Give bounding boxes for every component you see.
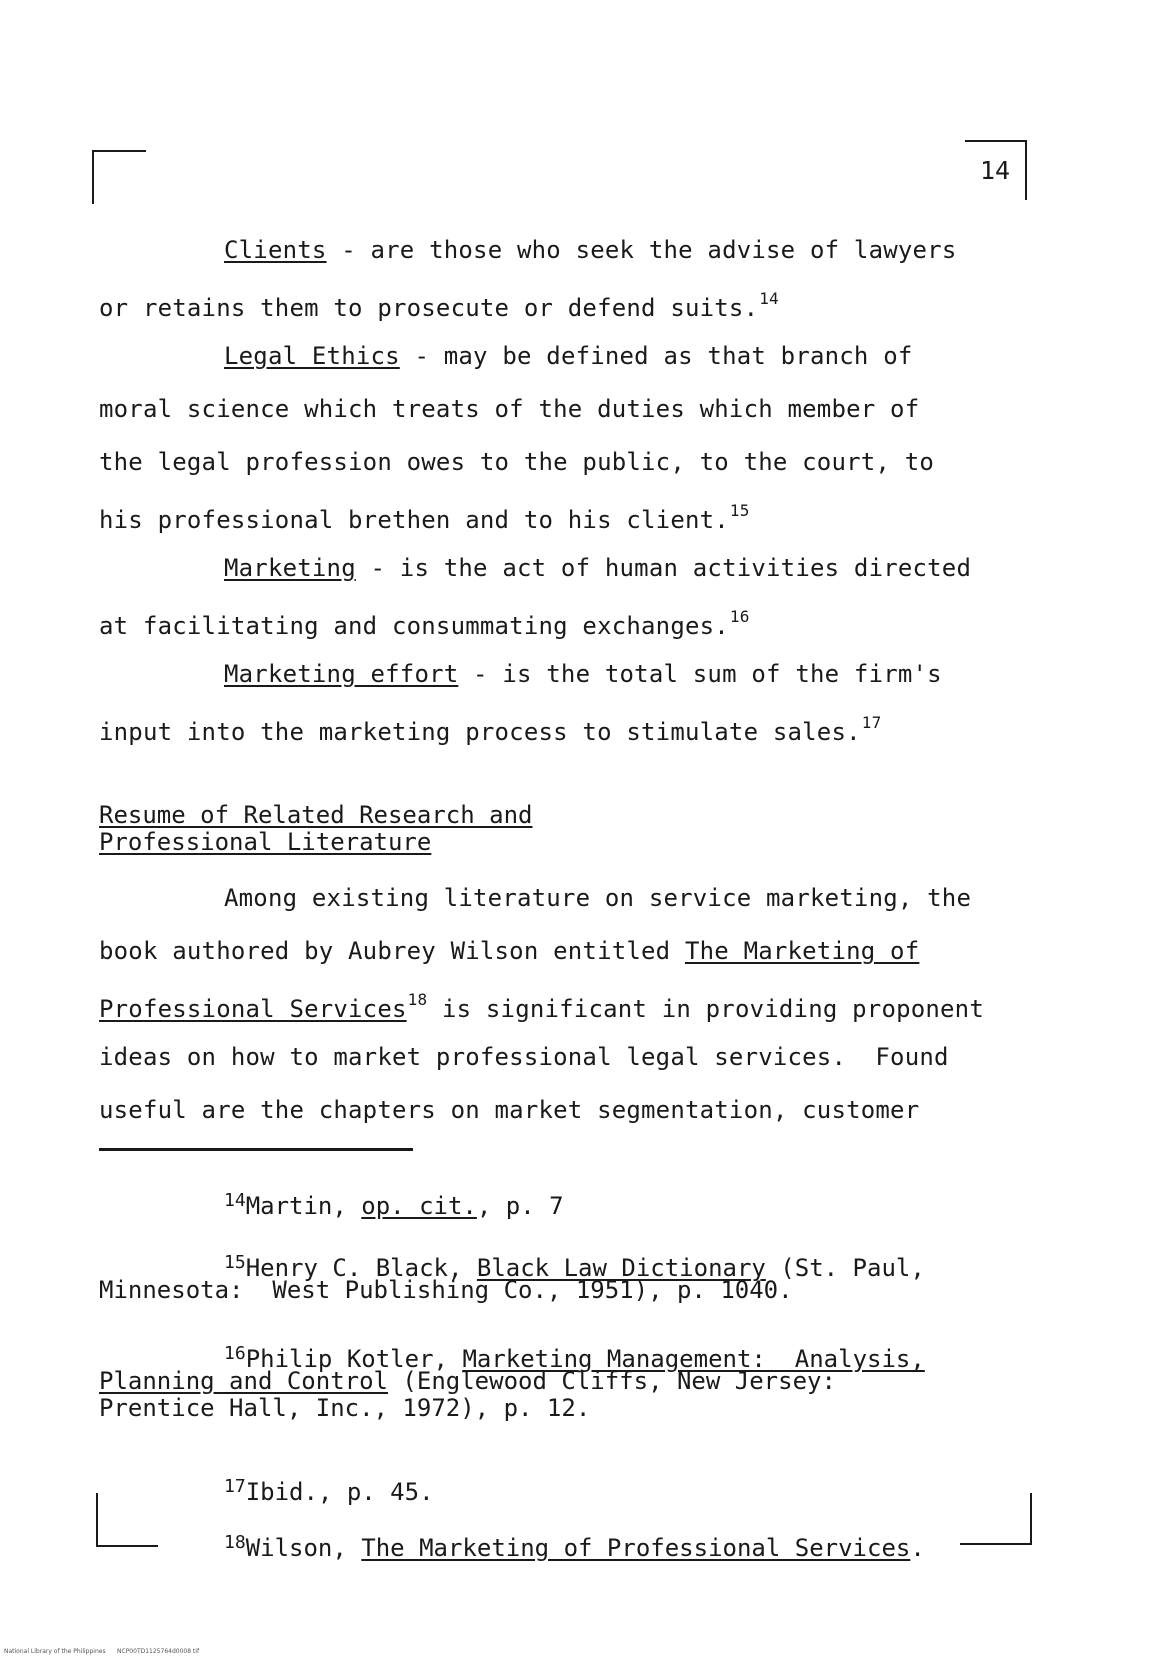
section-heading — [99, 802, 532, 856]
paragraph-line2: book authored by Aubrey Wilson entitled The Marketing of — [99, 937, 920, 965]
footnote-15-line2: Minnesota: West Publishing Co., 1951), p. 1040. — [99, 1276, 793, 1304]
page-number: 14 — [980, 156, 1011, 185]
footnote-15-line1: $^{15}$Henry C. Black, Black Law Dictionary (St. Paul, — [224, 1252, 925, 1282]
footnote-16-line1: $^{16}$Philip Kotler, Marketing Management: Analysis, — [224, 1343, 925, 1373]
term-clients: Clients — [224, 236, 327, 264]
section-heading-line2: Professional Literature — [99, 828, 432, 856]
footnote-16-line2: Planning and Control (Englewood Cliffs, New Jersey: — [99, 1367, 836, 1395]
definition-legal-ethics-line2: moral science which treats of the duties which member of — [99, 395, 920, 423]
footnote-16-line3: Prentice Hall, Inc., 1972), p. 12. — [99, 1394, 591, 1422]
paragraph-line4: ideas on how to market professional legal services. Found — [99, 1043, 949, 1071]
crop-mark-bottom-right — [960, 1493, 1032, 1545]
footnote-separator — [99, 1148, 413, 1151]
definition-marketing-line2: at facilitating and consummating exchanges.$^{16}$ — [99, 607, 750, 640]
term-marketing: Marketing — [224, 554, 356, 582]
footnote-18: $^{18}$Wilson, The Marketing of Professional Services. — [224, 1532, 925, 1562]
definition-marketing-effort-line1: Marketing effort - is the total sum of the firm's — [224, 660, 942, 688]
footnote-14: $^{14}$Martin, op. cit., p. 7 — [224, 1190, 564, 1220]
footnote-17: $^{17}$Ibid., p. 45. — [224, 1476, 434, 1506]
definition-marketing-effort-line2: input into the marketing process to stimulate sales.$^{17}$ — [99, 713, 882, 746]
footnote-ref-16: 16 — [729, 607, 750, 626]
footnote-ref-14: 14 — [759, 289, 779, 308]
term-marketing-effort: Marketing effort — [224, 660, 459, 688]
scan-footer: National Library of the Philippines NCP00TD1125764d0008 tif — [4, 1648, 200, 1655]
definition-legal-ethics-line4: his professional brethen and to his client.$^{15}$ — [99, 501, 750, 534]
definition-clients-line1: Clients - are those who seek the advise of lawyers — [224, 236, 957, 264]
definition-legal-ethics-line3: the legal profession owes to the public, to the court, to — [99, 448, 935, 476]
book-title-cont: Professional Services — [99, 995, 407, 1023]
crop-mark-top-left — [92, 150, 146, 204]
term-legal-ethics: Legal Ethics — [224, 342, 400, 370]
definition-clients-line2: or retains them to prosecute or defend suits.$^{14}$ — [99, 289, 779, 322]
footnote-ref-15: 15 — [729, 501, 750, 520]
crop-mark-bottom-left — [96, 1493, 158, 1547]
paragraph-line3: Professional Services$^{18}$ is significant in providing proponent — [99, 990, 984, 1023]
book-title: The Marketing of — [684, 937, 920, 965]
footnote-ref-17: 17 — [861, 713, 882, 732]
definition-marketing-line1: Marketing - is the act of human activities directed — [224, 554, 972, 582]
footnote-ref-18: 18 — [407, 990, 428, 1009]
section-heading-line1: Resume of Related Research and — [99, 801, 533, 829]
paragraph-line5: useful are the chapters on market segmentation, customer — [99, 1096, 920, 1124]
paragraph-line1: Among existing literature on service marketing, the — [224, 884, 972, 912]
definition-legal-ethics-line1: Legal Ethics - may be defined as that branch of — [224, 342, 913, 370]
